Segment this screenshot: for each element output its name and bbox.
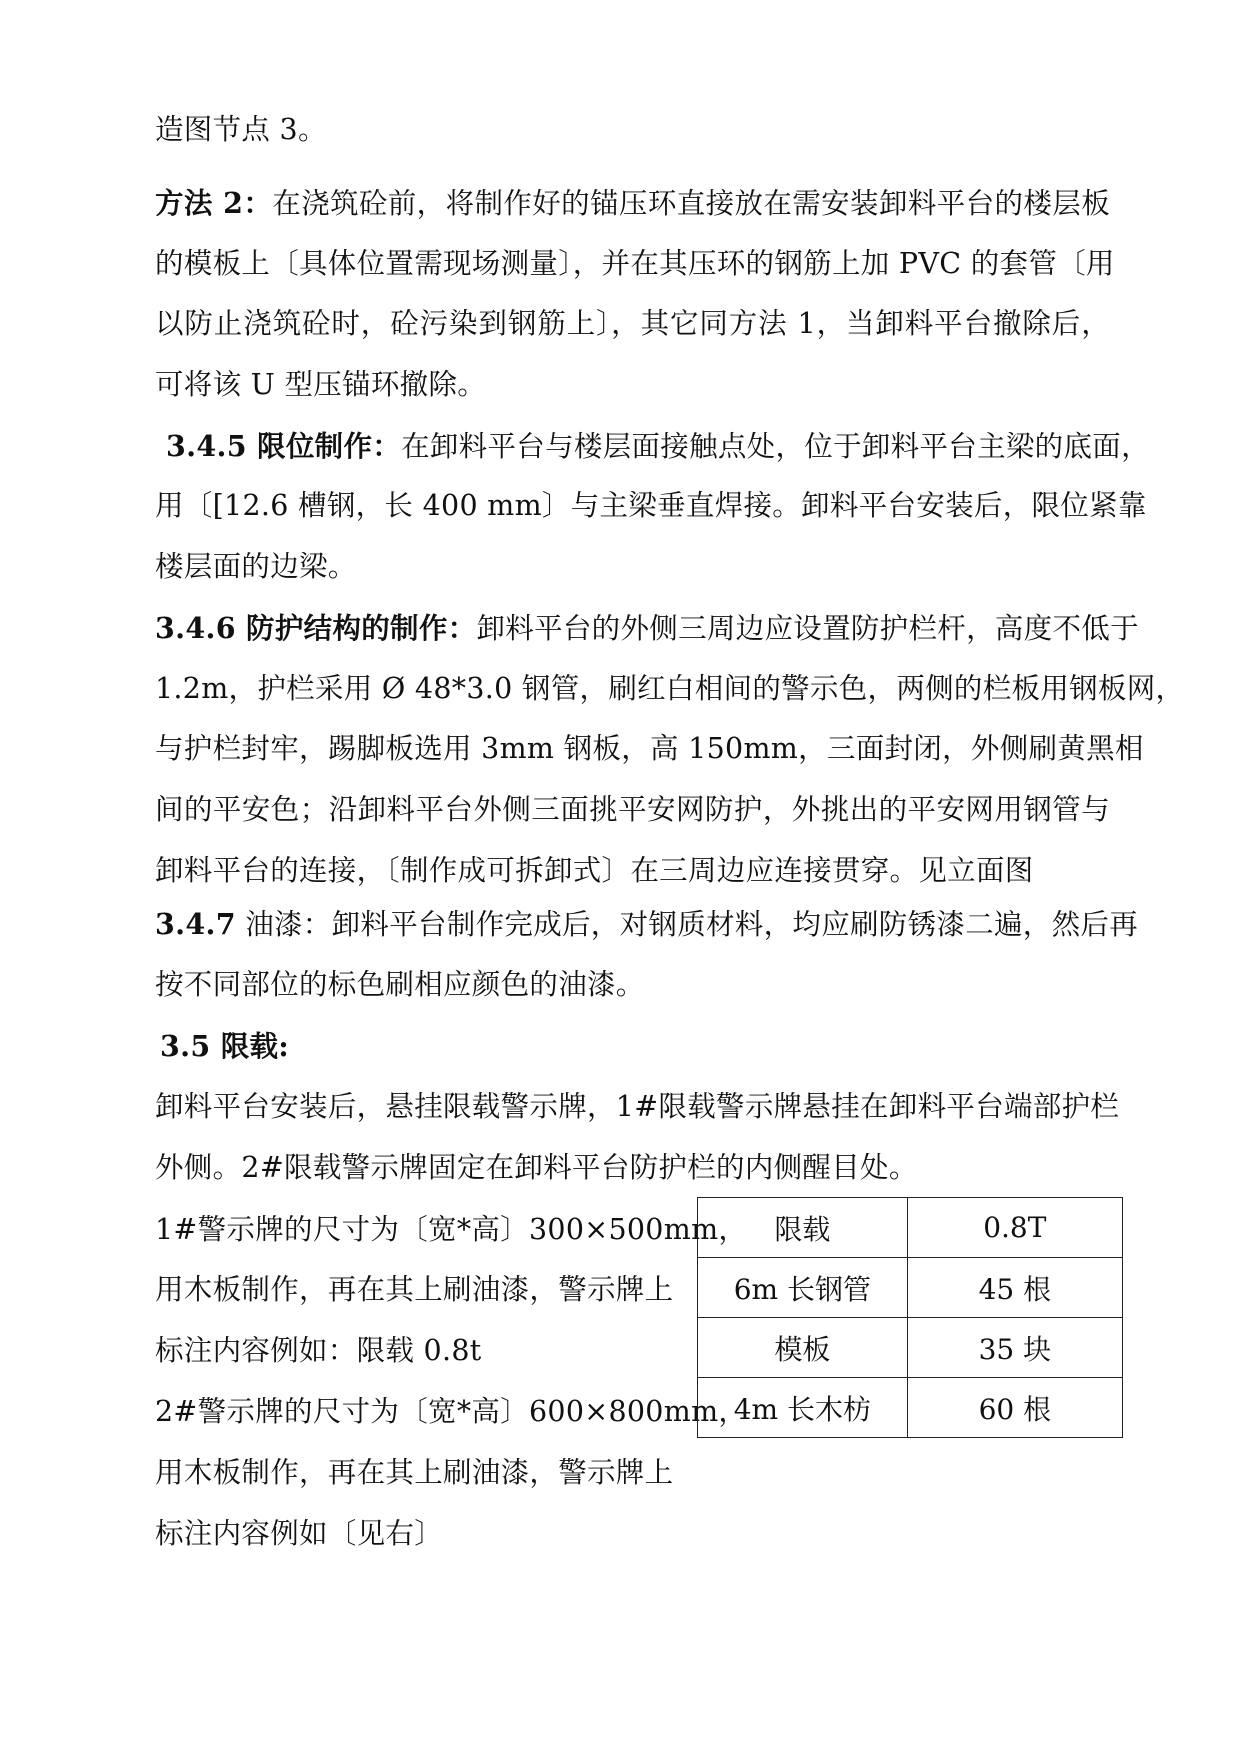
paragraph-line [155,1148,918,1188]
sign1-line [155,1331,675,1371]
text: 楼层面的边梁。 [155,550,357,583]
text: 外侧。2#限载警示牌固定在卸料平台防护栏的内侧醒目处。 [155,1151,918,1184]
section-3-4-6-heading: 3.4.6 防护结构的制作： [155,611,477,645]
table-cell-value: 45 根 [907,1258,1122,1318]
load-limit-table [697,1197,1123,1438]
text: 按不同部位的标色刷相应颜色的油漆。 [155,968,645,1001]
table-cell-value: 0.8T [907,1198,1122,1258]
heading-text: 3.5 限载: [160,1029,290,1063]
table-cell-value: 35 块 [907,1318,1122,1378]
text: 的模板上〔具体位置需现场测量〕，并在其压环的钢筋上加 PVC 的套管〔用 [155,247,1115,280]
section-3-4-7-heading: 3.4.7 [155,907,236,941]
method2-line [155,183,1110,223]
paragraph-line [155,304,1110,344]
text: 用〔[12.6 槽钢，长 400 mm〕与主梁垂直焊接。卸料平台安装后，限位紧靠 [155,489,1147,522]
sign2-line [155,1392,748,1432]
text: 与护栏封牢，踢脚板选用 3mm 钢板，高 150mm，三面封闭，外侧刷黄黑相 [155,732,1144,765]
text: 造图节点 3。 [155,113,327,146]
sign1-line [155,1270,675,1310]
method2-heading: 方法 2： [155,186,273,220]
sign1-line [155,1210,748,1250]
text: 以防止浇筑砼时，砼污染到钢筋上〕，其它同方法 1，当卸料平台撤除后， [155,307,1110,340]
paragraph-line [155,851,1034,891]
section-3-4-5-heading: 3.4.5 限位制作： [166,429,402,463]
text: 用木板制作，再在其上刷油漆，警示牌上 [155,1273,674,1306]
paragraph-line [155,110,327,150]
table-cell-item: 限载 [698,1198,908,1258]
table-cell-item: 4m 长木枋 [698,1378,908,1438]
table-cell-item: 模板 [698,1318,908,1378]
table-cell-value: 60 根 [907,1378,1122,1438]
text: 2#警示牌的尺寸为〔宽*高〕600×800mm， [155,1395,748,1428]
section-3-4-6-line [155,608,1139,648]
text: 1#警示牌的尺寸为〔宽*高〕300×500mm， [155,1213,748,1246]
text: 标注内容例如〔见右〕 [155,1517,444,1550]
paragraph-line [155,790,1110,830]
table-row [698,1198,1123,1258]
table-row [698,1318,1123,1378]
text: 卸料平台的外侧三周边应设置防护栏杆，高度不低于 [476,612,1139,645]
paragraph-line [155,669,1185,709]
sign2-line [155,1453,675,1493]
section-3-5-heading [160,1026,289,1066]
table-row [698,1258,1123,1318]
sign2-line [155,1514,675,1554]
table-row [698,1378,1123,1438]
paragraph-line [155,965,645,1005]
paragraph-line [155,365,486,405]
paragraph-line [155,729,1144,769]
text: 在浇筑砼前，将制作好的锚压环直接放在需安装卸料平台的楼层板 [272,187,1110,220]
text: 卸料平台安装后，悬挂限载警示牌，1#限载警示牌悬挂在卸料平台端部护栏 [155,1090,1120,1123]
text: 用木板制作，再在其上刷油漆，警示牌上 [155,1456,674,1489]
text: 间的平安色；沿卸料平台外侧三面挑平安网防护，外挑出的平安网用钢管与 [155,793,1110,826]
paragraph-line [155,244,1115,284]
text: 在卸料平台与楼层面接触点处，位于卸料平台主梁的底面， [401,430,1150,463]
paragraph-line [155,1087,1120,1127]
text: 1.2m，护栏采用 Ø 48*3.0 钢管，刷红白相间的警示色，两侧的栏板用钢板网， [155,672,1185,705]
section-3-4-5-line [166,426,1150,466]
text: 可将该 U 型压锚环撤除。 [155,368,487,401]
text: 卸料平台的连接，〔制作成可拆卸式〕在三周边应连接贯穿。见立面图 [155,854,1034,887]
text: 标注内容例如：限载 0.8t [155,1334,482,1367]
paragraph-line [155,486,1147,526]
text: 油漆：卸料平台制作完成后，对钢质材料，均应刷防锈漆二遍，然后再 [235,908,1139,941]
section-3-4-7-line [155,904,1139,944]
table-cell-item: 6m 长钢管 [698,1258,908,1318]
paragraph-line [155,547,357,587]
